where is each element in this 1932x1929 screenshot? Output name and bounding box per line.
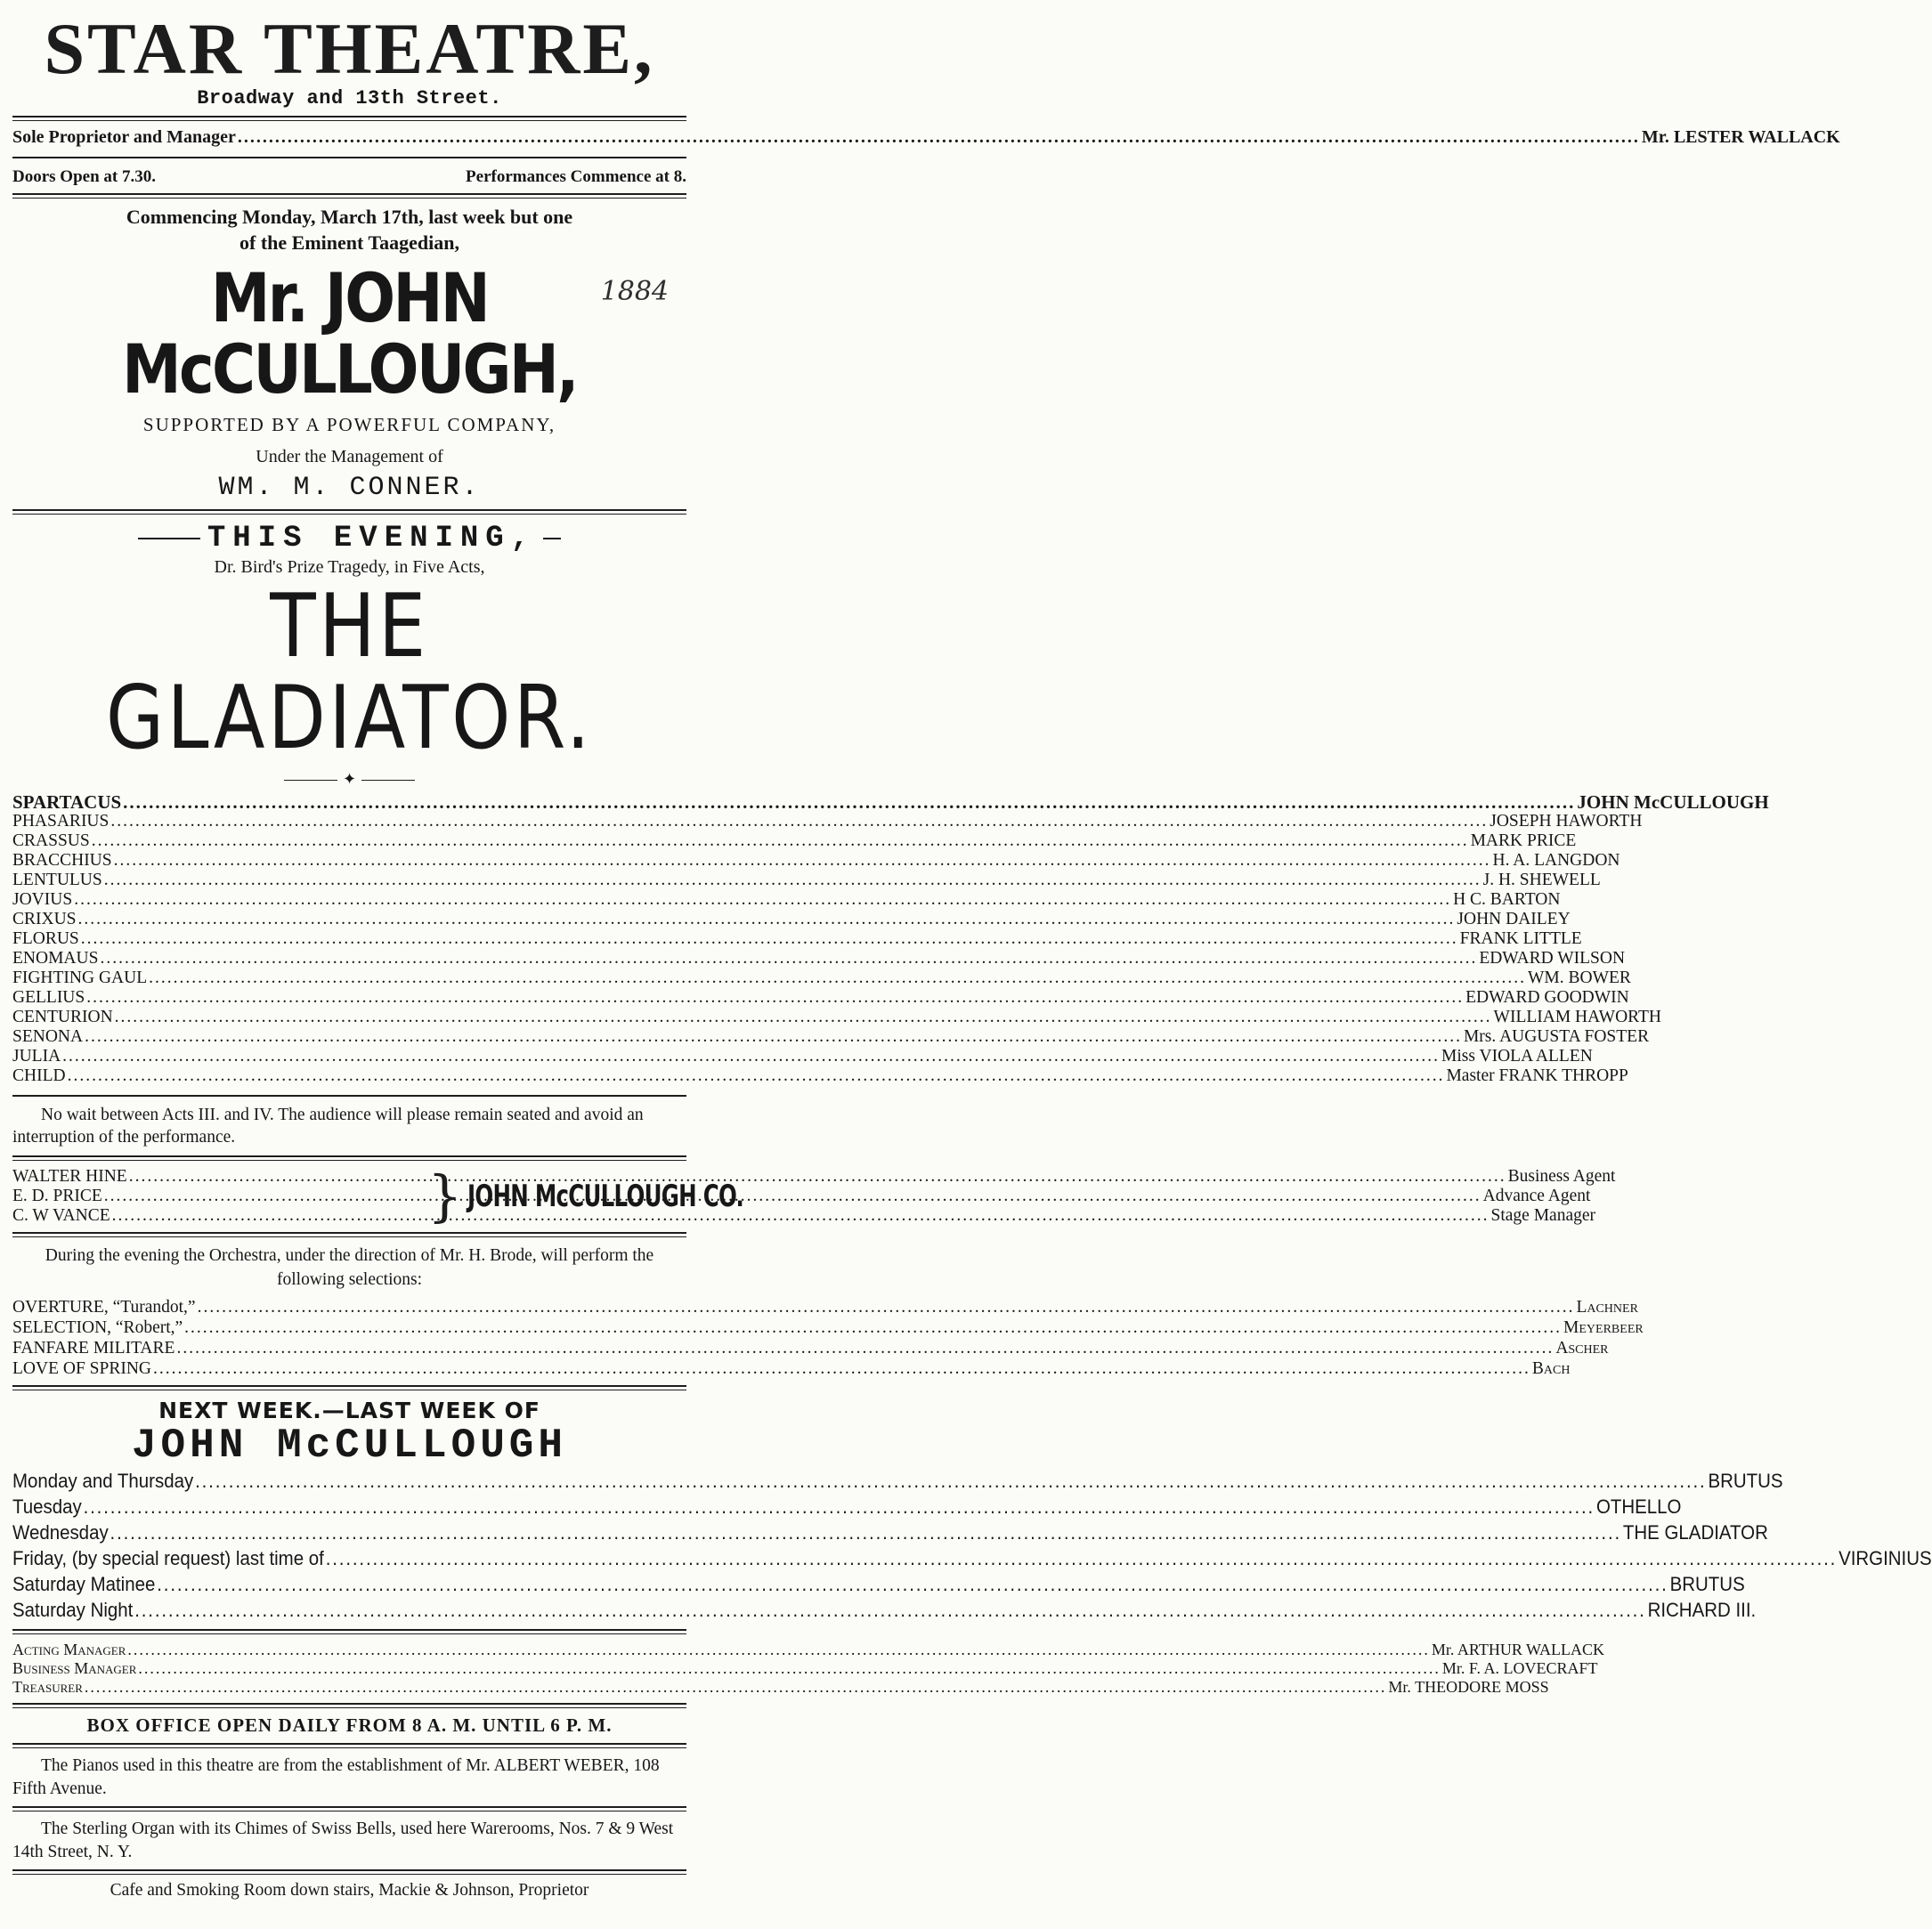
brace: }	[427, 1163, 463, 1229]
box-office-hours: BOX OFFICE OPEN DAILY FROM 8 A. M. UNTIL 6 P. M.	[86, 1714, 613, 1737]
cast-row-left: CRIXUS	[12, 909, 77, 928]
schedule-row	[12, 1545, 1932, 1571]
cast-row-left: LENTULUS	[12, 870, 102, 889]
engagement-line-2: of the Eminent Taagedian,	[239, 231, 459, 254]
staff-row-left: WALTER HINE	[12, 1167, 127, 1187]
schedule-row-right: VIRGINIUS	[1839, 1547, 1932, 1570]
cast-row-right: WILLIAM HAWORTH	[1493, 1007, 1661, 1026]
pianos-notice: The Pianos used in this theatre are from the establishment of Mr. ALBERT WEBER, 108 Fifth Avenue.	[12, 1756, 660, 1798]
schedule-row	[12, 1468, 1783, 1494]
divider	[12, 1869, 686, 1875]
selection-row-right: Lachner	[1576, 1297, 1638, 1317]
cast-row	[12, 790, 1769, 813]
play-title: THE GLADIATOR.	[105, 575, 594, 769]
cast-list	[12, 790, 1769, 1086]
supported-by: SUPPORTED BY A POWERFUL COMPANY,	[142, 413, 556, 435]
schedule-row	[12, 1597, 1757, 1623]
play-subtitle: Dr. Bird's Prize Tragedy, in Five Acts,	[214, 556, 485, 577]
proprietor-label: Sole Proprietor and Manager	[12, 127, 236, 147]
staff-row	[12, 1206, 1596, 1226]
cast-row	[12, 1046, 1593, 1066]
staff-row-right: Stage Manager	[1490, 1206, 1596, 1226]
cast-row-left: JULIA	[12, 1046, 61, 1066]
cast-row	[12, 870, 1601, 890]
selection-row-left: FANFARE MILITARE	[12, 1338, 175, 1358]
performance-time: Performances Commence at 8.	[466, 167, 686, 186]
staff-row	[12, 1167, 1616, 1187]
schedule-row-left: Monday and Thursday	[12, 1470, 194, 1493]
divider	[12, 509, 686, 515]
divider	[12, 116, 686, 121]
manager-row-left: Treasurer	[12, 1678, 83, 1697]
schedule-row	[12, 1520, 1768, 1545]
cast-row-right: H C. BARTON	[1453, 889, 1561, 909]
cast-row-left: GELLIUS	[12, 987, 85, 1007]
cast-row-left: CRASSUS	[12, 831, 90, 850]
theatre-address: Broadway and 13th Street.	[197, 87, 502, 109]
doors-open: Doors Open at 7.30.	[12, 167, 156, 186]
schedule-row-right: OTHELLO	[1595, 1495, 1682, 1519]
manager-row	[12, 1641, 1604, 1659]
cast-row-left: CHILD	[12, 1066, 66, 1085]
manager-row-right: Mr. ARTHUR WALLACK	[1431, 1641, 1604, 1659]
cast-row	[12, 909, 1571, 929]
this-evening-heading	[12, 522, 686, 555]
divider	[12, 193, 686, 199]
cast-row-left: FIGHTING GAUL	[12, 968, 148, 987]
cast-row	[12, 831, 1577, 851]
selection-row-right: Bach	[1531, 1358, 1571, 1378]
intermission-notice: No wait between Acts III. and IV. The audience will please remain seated and avoid an interruption of the performance.	[12, 1105, 644, 1147]
theatre-name: STAR THEATRE,	[44, 8, 655, 89]
manager-row	[12, 1678, 1549, 1697]
schedule-row-left: Wednesday	[12, 1521, 109, 1544]
divider	[12, 1232, 686, 1237]
cast-row-left: ENOMAUS	[12, 948, 99, 968]
company-name: JOHN McCULLOUGH CO.	[467, 1179, 744, 1215]
cast-row-right: Master FRANK THROPP	[1446, 1066, 1628, 1085]
cast-row-right: JOHN DAILEY	[1457, 909, 1571, 928]
schedule-row-right: BRUTUS	[1669, 1573, 1745, 1596]
selection-row	[12, 1338, 1609, 1358]
staff-row-left: C. W VANCE	[12, 1206, 110, 1226]
this-evening-text: THIS EVENING,	[207, 521, 537, 555]
management-label: Under the Management of	[256, 446, 443, 466]
proprietor-name: Mr. LESTER WALLACK	[1641, 127, 1840, 147]
cast-row	[12, 968, 1631, 988]
cast-row-left: SPARTACUS	[12, 790, 122, 813]
divider	[12, 157, 686, 158]
cafe-notice: Cafe and Smoking Room down stairs, Mackie & Johnson, Proprietor	[110, 1880, 589, 1900]
cast-row	[12, 948, 1626, 969]
cast-row-left: SENONA	[12, 1026, 84, 1046]
divider	[12, 1385, 686, 1390]
cast-row-right: Miss VIOLA ALLEN	[1441, 1046, 1593, 1066]
cast-row-right: MARK PRICE	[1470, 831, 1577, 850]
cast-row-left: FLORUS	[12, 928, 79, 948]
ornament-divider: ✦	[12, 770, 686, 789]
cast-row-left: CENTURION	[12, 1007, 113, 1026]
schedule-list	[12, 1468, 1932, 1623]
schedule-row-right: THE GLADIATOR	[1622, 1521, 1768, 1544]
cast-row-left: JOVIUS	[12, 889, 73, 909]
manager-row-left: Acting Manager	[12, 1641, 126, 1659]
manager-row-right: Mr. F. A. LOVECRAFT	[1441, 1659, 1598, 1678]
orchestra-intro: During the evening the Orchestra, under the direction of Mr. H. Brode, will perform the following selections:	[45, 1246, 654, 1289]
schedule-row-right: RICHARD III.	[1647, 1599, 1757, 1622]
schedule-row-left: Friday, (by special request) last time of	[12, 1547, 324, 1570]
next-week-star: JOHN McCULLOUGH	[131, 1422, 568, 1469]
cast-row-right: EDWARD GOODWIN	[1465, 987, 1629, 1007]
staff-row-right: Advance Agent	[1482, 1187, 1591, 1206]
manager-row-left: Business Manager	[12, 1659, 137, 1678]
selection-row-left: SELECTION, “Robert,”	[12, 1317, 183, 1337]
cast-row-right: FRANK LITTLE	[1459, 928, 1582, 948]
engagement-line-1: Commencing Monday, March 17th, last week but one	[126, 206, 573, 228]
divider	[12, 1703, 686, 1708]
handwritten-year: 1884	[600, 276, 669, 307]
cast-row	[12, 987, 1629, 1008]
selection-row-left: LOVE OF SPRING	[12, 1358, 152, 1378]
company-staff	[12, 1163, 1616, 1229]
manager-row	[12, 1659, 1598, 1678]
divider	[12, 1806, 686, 1811]
selection-list	[12, 1297, 1644, 1379]
proprietor-line	[12, 127, 1840, 148]
cast-row-right: JOSEPH HAWORTH	[1490, 811, 1643, 831]
cast-row	[12, 928, 1582, 949]
cast-row-right: JOHN McCULLOUGH	[1577, 790, 1769, 813]
divider	[12, 1629, 686, 1634]
selection-row-left: OVERTURE, “Turandot,”	[12, 1297, 196, 1317]
star-name: Mr. JOHN McCULLOUGH,	[122, 258, 577, 409]
organ-notice: The Sterling Organ with its Chimes of Swiss Bells, used here Warerooms, Nos. 7 & 9 West 14th Street, N. Y.	[12, 1820, 674, 1861]
cast-row	[12, 1066, 1628, 1086]
manager-list	[12, 1641, 1604, 1697]
cast-row-right: EDWARD WILSON	[1479, 948, 1626, 968]
schedule-row-left: Saturday Night	[12, 1599, 134, 1622]
cast-row-right: H. A. LANGDON	[1492, 850, 1620, 870]
manager-row-right: Mr. THEODORE MOSS	[1388, 1678, 1549, 1697]
cast-row-left: PHASARIUS	[12, 811, 110, 831]
cast-row	[12, 811, 1643, 831]
schedule-row	[12, 1571, 1745, 1597]
times-row	[12, 167, 686, 187]
cast-row-right: J. H. SHEWELL	[1482, 870, 1601, 889]
schedule-row-left: Saturday Matinee	[12, 1573, 156, 1596]
cast-row-right: Mrs. AUGUSTA FOSTER	[1463, 1026, 1650, 1046]
cast-row	[12, 850, 1620, 871]
staff-row-left: E. D. PRICE	[12, 1187, 102, 1206]
divider	[12, 1095, 686, 1097]
cast-row	[12, 1007, 1661, 1027]
selection-row	[12, 1297, 1638, 1317]
selection-row	[12, 1317, 1644, 1338]
divider	[12, 1155, 686, 1161]
cast-row	[12, 1026, 1650, 1047]
selection-row-right: Meyerbeer	[1563, 1317, 1644, 1337]
schedule-row-left: Tuesday	[12, 1495, 82, 1519]
selection-row-right: Ascher	[1555, 1338, 1609, 1358]
engagement-notice	[12, 205, 686, 255]
playbill	[5, 8, 1932, 1918]
next-week-heading: NEXT WEEK.—LAST WEEK OF	[158, 1397, 540, 1423]
cast-row	[12, 889, 1561, 910]
manager-name: WM. M. CONNER.	[218, 472, 481, 503]
divider	[12, 1743, 686, 1748]
selection-row	[12, 1358, 1571, 1379]
cast-row-left: BRACCHIUS	[12, 850, 112, 870]
schedule-row-right: BRUTUS	[1708, 1470, 1783, 1493]
staff-row-right: Business Agent	[1507, 1167, 1616, 1187]
schedule-row	[12, 1494, 1682, 1520]
cast-row-right: WM. BOWER	[1527, 968, 1631, 987]
